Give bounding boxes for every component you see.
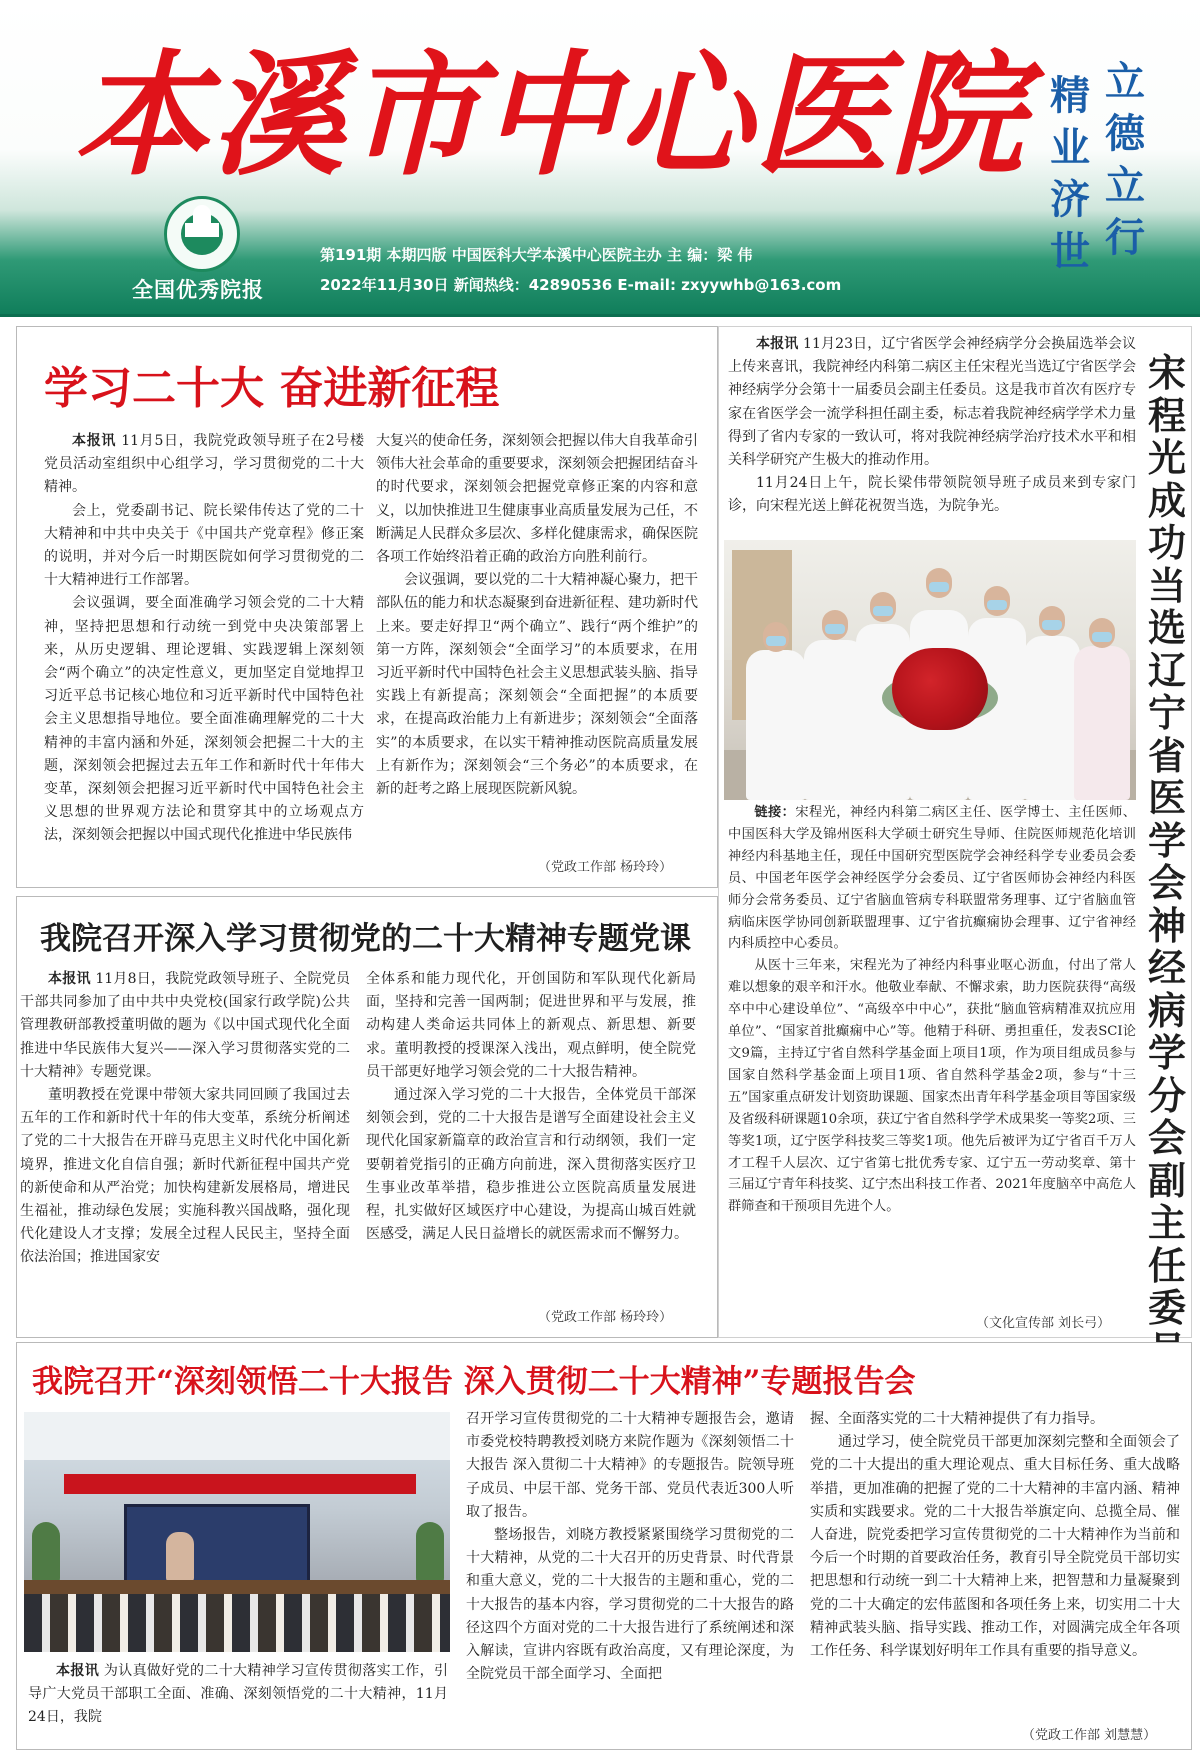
article4-col2-p2: 整场报告，刘晓方教授紧紧围绕学习贯彻党的二十大精神，从党的二十大召开的历史背景、时代背景和重大意义，党的二十大报告的主题和重心，党的二十大报告的基本内容，学习贯彻党的二十大报告的路径这四个方面对党的二十大报告进行了系统阐述和深入解读，宣讲内容既有政治高度，又有理论深度，为全院党员干部全面学习、全面把 <box>466 1527 794 1683</box>
award-label: 全国优秀院报 <box>132 278 264 302</box>
article1-col1-p1: 11月5日，我院党政领导班子在2号楼党员活动室组织中心组学习，学习贯彻党的二十大精神。 <box>44 433 364 496</box>
mask <box>873 606 893 616</box>
article3-intro <box>728 333 1136 533</box>
article1-headline: 学习二十大 奋进新征程 <box>44 363 500 414</box>
motto-right <box>1095 56 1155 264</box>
screen-speaker <box>166 1532 194 1582</box>
article2-col2-p1: 全体系和能力现代化，开创国防和军队现代化新局面，坚持和完善一国两制；促进世界和平与发展，推动构建人类命运共同体上的新观点、新思想、新要求。董明教授的授课深入浅出，观点鲜明，使全院党员干部更好地学习领会党的二十大报告精神。 <box>366 971 696 1080</box>
article3-vertical-headline: 宋程光成功当选辽宁省医学会神经病学分会副主任委 <box>1147 351 1186 1330</box>
hospital-logo-icon <box>164 196 240 272</box>
article2-byline: （党政工作部 杨玲玲） <box>538 1310 673 1325</box>
motto-char: 济 <box>1050 177 1090 223</box>
article3-link-p1: 宋程光，神经内科第二病区主任、医学博士、主任医师、中国医科大学及锦州医科大学硕士研究生导师、住院医师规范化培训神经内科基地主任，现任中国研究型医院学会神经科学专业委员会委员、中国老年医学会神经医学分会委员、辽宁省医师协会神经内科医师分会常务委员、辽宁省脑血管病专科联盟常务理事、辽宁省脑血管病临床医学协同创新联盟理事、辽宁省抗癫痫协会理事、辽宁省神经内科质控中心委员。 <box>728 805 1136 952</box>
motto-char: 世 <box>1050 229 1090 275</box>
logo-building <box>185 223 219 237</box>
article2-col1-p2: 董明教授在党课中带领大家共同回顾了我国过去五年的工作和新时代十年的伟大变革，系统分析阐述了党的二十大报告在开辟马克思主义时代化中国化新境界，推进文化自信自强；新时代新征程中国共产党的新使命和从严治党；加快构建新发展格局，增进民生福祉，推动绿色发展；实施科教兴国战略，强化现代化建设人才支撑；发展全过程人民民主，坚持全面依法治国；推进国家安 <box>20 1087 350 1266</box>
article1-col2-p1: 大复兴的使命任务，深刻领会把握以伟大自我革命引领伟大社会革命的重要要求，深刻领会把握团结奋斗的时代要求，深刻领会把握党章修正案的内容和意义，以加快推进卫生健康事业高质量发展为己任，不断满足人民群众多层次、多样化健康需求，确保医院各项工作始终沿着正确的政治方向胜利前行。 <box>376 433 698 566</box>
article2-col2-p2: 通过深入学习党的二十大报告，全体党员干部深刻领会到，党的二十大报告是谱写全面建设社会主义现代化国家新篇章的政治宣言和行动纲领，我们一定要朝着党指引的正确方向前进，深入贯彻落实医疗卫生事业改革举措，稳步推进公立医院高质量发展进程，扎实做好区域医疗中心建设，为提高山城百姓就医感受，满足人民日益增长的就医需求而不懈努力。 <box>366 1087 696 1243</box>
article1-lead: 本报讯 <box>72 433 117 449</box>
article3-link <box>728 802 1136 1322</box>
article3-intro-p2: 11月24日上午，院长梁伟带领院领导班子成员来到专家门诊，向宋程光送上鲜花祝贺当选，为院争光。 <box>728 475 1136 515</box>
masthead-rule <box>0 314 1200 317</box>
rose-bouquet <box>892 648 988 730</box>
mask <box>825 624 845 634</box>
article4-col3 <box>810 1408 1180 1720</box>
mask <box>987 600 1007 610</box>
mask <box>1042 620 1062 630</box>
person-figure <box>1024 636 1080 800</box>
contact-info: 2022年11月30日 新闻热线：42890536 E-mail: zxyywhb@163.com <box>320 276 842 294</box>
mask <box>929 582 949 592</box>
motto-char: 立 <box>1105 163 1145 209</box>
red-banner <box>64 1474 416 1494</box>
person-figure <box>1074 646 1130 800</box>
article3-link-p2: 从医十三年来，宋程光为了神经内科事业呕心沥血，付出了常人难以想象的艰辛和汗水。他敬业奉献、不懈求索，助力医院获得“高级卒中中心建设单位”、“高级卒中中心”，获批“脑血管病精准双抗应用单位”、“国家首批癫痫中心”等。他精于科研、勇担重任，发表SCI论文9篇，主持辽宁省自然科学基金面上项目1项，作为项目组成员参与国家自然科学基金面上项目1项、省自然科学基金2项，参与“十三五”国家重点研发计划资助课题、国家杰出青年科学基金项目等国家级及省级科研课题10余项，获辽宁省自然科学学术成果奖一等奖2项、三等奖1项，辽宁医学科技奖三等奖1项。他先后被评为辽宁省百千万人才工程千人层次、辽宁省第七批优秀专家、辽宁五一劳动奖章、第十三届辽宁青年科技奖、辽宁杰出科技工作者、2021年度脑卒中高危人群筛查和干预项目先进个人。 <box>728 958 1136 1215</box>
motto-char: 行 <box>1105 215 1145 261</box>
photo-ceiling <box>24 1412 450 1460</box>
article4-col1 <box>28 1660 448 1744</box>
article1-col1-p2: 会上，党委副书记、院长梁伟传达了党的二十大精神和中共中央关于《中国共产党章程》修正案的说明，并对今后一时期医院如何学习贯彻党的二十大精神进行工作部署。 <box>44 502 364 589</box>
motto-left <box>1040 70 1100 278</box>
article1-col1-p3: 会议强调，要全面准确学习领会党的二十大精神，坚持把思想和行动统一到党中央决策部署上来，从历史逻辑、理论逻辑、实践逻辑上深刻领会“两个确立”的决定性意义，更加坚定自觉地捍卫习近平总书记核心地位和习近平新时代中国特色社会主义思想指导地位。要全面准确理解党的二十大精神的丰富内涵和外延，深刻领会把握二十大的主题，深刻领会把握过去五年工作和新时代十年伟大变革，深刻领会把握习近平新时代中国特色社会主义思想的世界观方法论和贯穿其中的立场观点方法，深刻领会把握以中国式现代化推进中华民族伟 <box>44 595 364 844</box>
article3-intro-p1: 11月23日，辽宁省医学会神经病学分会换届选举会议上传来喜讯，我院神经内科第二病区主任宋程光当选辽宁省医学会神经病学分会第十一届委员会副主任委员。这是我市首次有医疗专家在省医学会一流学科担任副主委，标志着我院神经病学学术力量得到了省内专家的一致认可，将对我院神经病学治疗技术水平和相关科学研究产生极大的推动作用。 <box>728 336 1137 469</box>
article3-lead: 本报讯 <box>756 336 799 352</box>
masthead-title: 本溪市中心医院 <box>74 36 1027 194</box>
mask <box>1092 632 1112 642</box>
person-figure <box>746 650 806 800</box>
logo-dome <box>193 205 211 223</box>
article4-col3-p2: 通过学习，使全院党员干部更加深刻完整和全面领会了党的二十大提出的重大理论观点、重大目标任务、重大战略举措，更加准确的把握了党的二十大精神的丰富内涵、精神实质和实践要求。党的二十大报告举旗定向、总揽全局、催人奋进，院党委把学习宣传贯彻党的二十大精神作为当前和今后一个时期的首要政治任务，教育引导全院党员干部切实把思想和行动统一到二十大精神上来，把智慧和力量凝聚到党的二十大确定的宏伟蓝图和各项任务上来，切实用二十大精神武装头脑、指导实践、推动工作，对圆满完成全年各项工作任务、科学谋划好明年工作具有重要的指导意义。 <box>810 1434 1180 1660</box>
masthead <box>0 0 1200 316</box>
link-label: 链接： <box>754 805 796 820</box>
lecture-hall-photo <box>24 1412 450 1652</box>
motto-char: 业 <box>1050 125 1090 171</box>
article2-headline: 我院召开深入学习贯彻党的二十大精神专题党课 <box>40 921 691 957</box>
article4-lead: 本报讯 <box>56 1663 100 1679</box>
article4-byline: （党政工作部 刘慧慧） <box>1022 1728 1157 1743</box>
article1-col2 <box>376 430 698 850</box>
article1-byline: （党政工作部 杨玲玲） <box>538 860 673 875</box>
rostrum-desk <box>24 1580 450 1594</box>
article4-col1-text: 为认真做好党的二十大精神学习宣传贯彻落实工作，引导广大党员干部职工全面、准确、深刻领悟党的二十大精神，11月24日，我院 <box>28 1663 448 1726</box>
article4-col3-p1: 握、全面落实党的二十大精神提供了有力指导。 <box>810 1411 1104 1427</box>
article1-col2-p2: 会议强调，要以党的二十大精神凝心聚力，把干部队伍的能力和状态凝聚到奋进新征程、建功新时代上来。要走好捍卫“两个确立”、践行“两个维护”的第一方阵，深刻领会“全面学习”的本质要求，在用习近平新时代中国特色社会主义思想武装头脑、指导实践上有新提高；深刻领会“全面把握”的本质要求，在提高政治能力上有新进步；深刻领会“全面落实”的本质要求，在以实干精神推动医院高质量发展上有新作为；深刻领会“三个务必”的本质要求，在新的赶考之路上展现医院新风貌。 <box>376 572 698 798</box>
motto-char: 立 <box>1105 59 1145 105</box>
article2-col1 <box>20 968 350 1318</box>
mask <box>766 636 786 646</box>
article2-col2 <box>366 968 696 1298</box>
article3-byline: （文化宣传部 刘长弓） <box>976 1316 1111 1331</box>
article4-col2-p1: 召开学习宣传贯彻党的二十大精神专题报告会，邀请市委党校特聘教授刘晓方来院作题为《深刻领悟二十大报告 深入贯彻二十大精神》的专题报告。院领导班子成员、中层干部、党务干部、党员代表近300人听取了报告。 <box>466 1411 794 1520</box>
article2-lead: 本报讯 <box>48 971 91 987</box>
motto-char: 精 <box>1050 73 1090 119</box>
issue-info: 第191期 本期四版 中国医科大学本溪中心医院主办 主 编：梁 伟 <box>320 246 753 264</box>
motto-char: 德 <box>1105 111 1145 157</box>
audience <box>24 1594 450 1652</box>
article1-col1 <box>44 430 364 870</box>
article2-col1-p1: 11月8日，我院党政领导班子、全院党员干部共同参加了由中共中央党校(国家行政学院)公共管理教研部教授董明做的题为《以中国式现代化全面推进中华民族伟大复兴——深入学习贯彻落实党的二十大精神》专题党课。 <box>20 971 351 1080</box>
article4-col2 <box>466 1408 794 1744</box>
article4-headline: 我院召开“深刻领悟二十大报告 深入贯彻二十大精神”专题报告会 <box>32 1364 916 1400</box>
award-ceremony-photo <box>724 540 1136 800</box>
